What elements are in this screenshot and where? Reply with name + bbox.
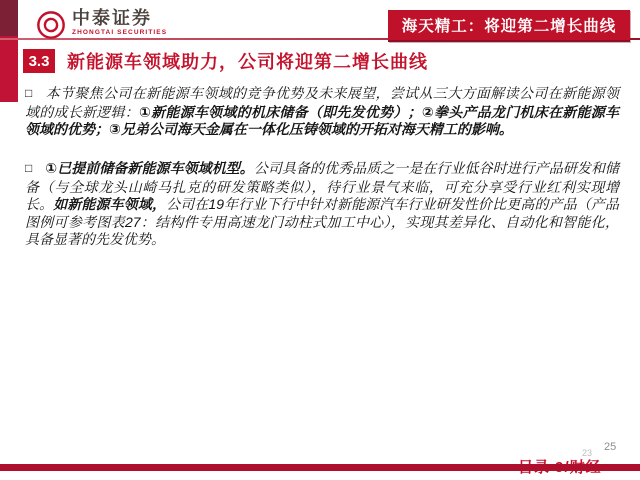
logo-name-cn: 中泰证券 [72, 8, 152, 28]
text-run: 公司在19年行业下行中针对新能源汽车行业研发性价比更高的产品（产品图例可参考图表27：结构件专用高速龙门动柱式加工中心），实现其差异化、自动化和智能化，具备显著的先发优势。 [25, 196, 620, 248]
text-run: 本节聚焦公司在新能源车领域的竞争优势及未来展望，尝试从三大方面解读公司在新能源领域的成长新逻辑： [25, 85, 619, 120]
logo-name-en: ZHONGTAI SECURITIES [72, 29, 168, 36]
section-title: 新能源车领域助力，公司将迎第二增长曲线 [67, 52, 428, 72]
text-run: 公司具备的优秀品质之一是在行业低谷时进行产品研发和储备（与全球龙头山崎马扎克的研发策略类似），待行业景气来临，可充分享受行业红利实现增长。 [25, 160, 619, 213]
page-number: 25 [604, 441, 617, 453]
text-run-bold: ①新能源车领域的机床储备（即先发优势）；②拳头产品龙门机床在新能源车领域的优势；③兄弟公司海天金属在一体化压铸领域的开拓对海天精工的影响。 [25, 103, 619, 138]
left-accent-bar [0, 36, 18, 102]
bullet-square-icon: □ [25, 161, 33, 175]
bullet-square-icon: □ [25, 86, 33, 100]
paragraph-detail [25, 160, 619, 249]
zhongtai-logo-icon [36, 10, 66, 40]
paragraph-overview [25, 85, 619, 139]
section-number-badge: 3.3 [23, 49, 55, 73]
corner-accent-block [0, 0, 18, 36]
text-run-bold: ①已提前储备新能源车领域机型。 [45, 160, 254, 176]
page-number-ghost: 23 [582, 448, 593, 458]
text-run-bold: 如新能源车领域， [53, 196, 167, 213]
section-heading [23, 48, 428, 74]
report-title-banner [388, 10, 630, 42]
footer-bar [0, 464, 640, 471]
banner-title: 海天精工：将迎第二增长曲线 [401, 18, 617, 35]
logo [36, 8, 167, 40]
